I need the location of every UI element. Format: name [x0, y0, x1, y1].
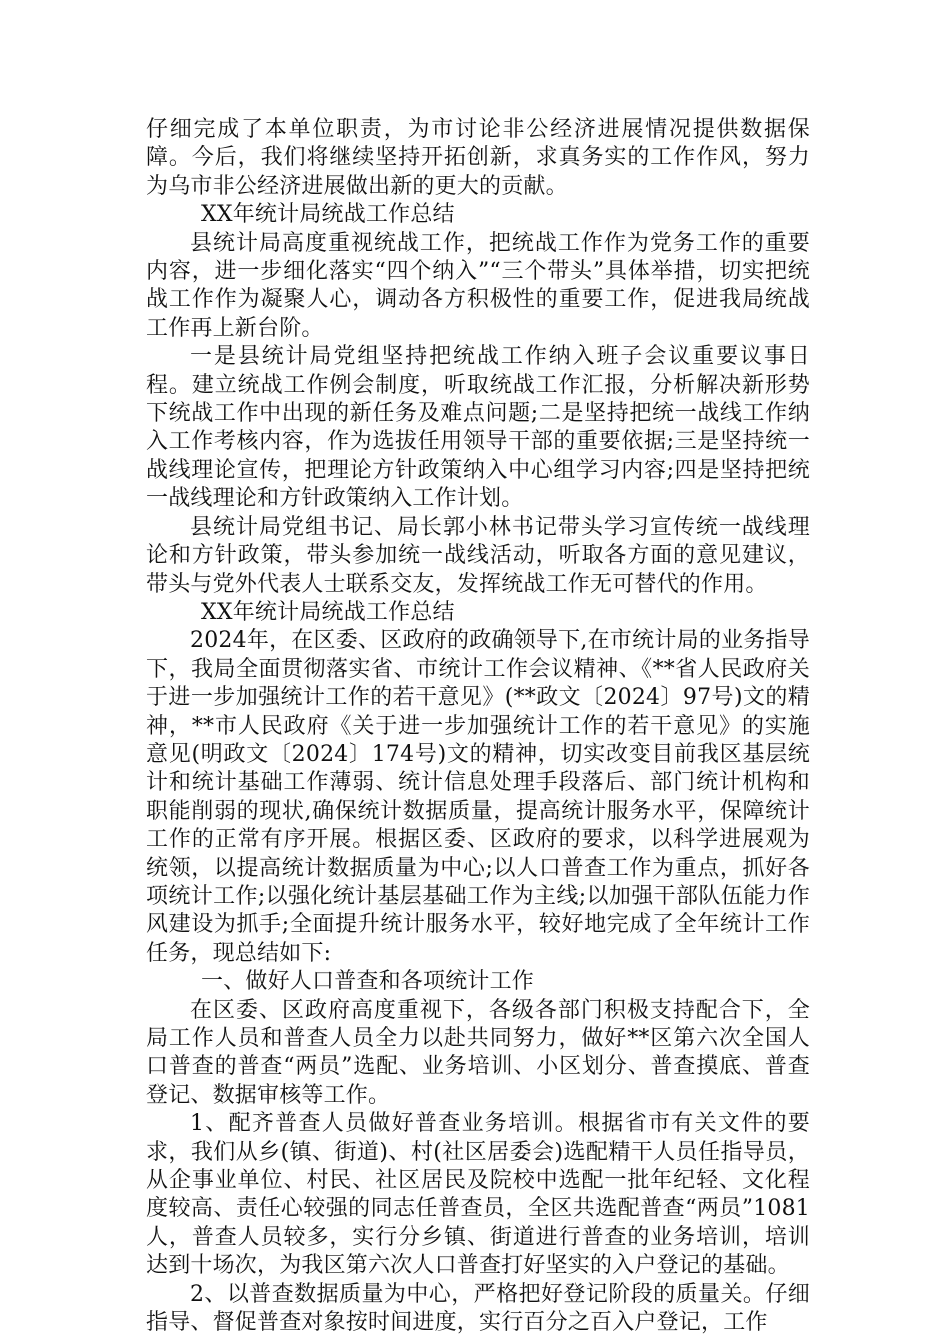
paragraph-leadership: 县统计局党组书记、局长郭小林书记带头学习宣传统一战线理论和方针政策，带头参加统一战线活动，听取各方面的意见建议，带头与党外代表人士联系交友，发挥统战工作无可替代的作用。	[146, 514, 810, 597]
paragraph-closing: 仔细完成了本单位职责，为市讨论非公经济进展情况提供数据保障。今后，我们将继续坚持开拓创新，求真务实的工作作风，努力为乌市非公经济进展做出新的更大的贡献。	[146, 117, 810, 199]
subsection-title-census: 一、做好人口普查和各项统计工作	[201, 969, 535, 995]
paragraph-intro: 县统计局高度重视统战工作，把统战工作作为党务工作的重要内容，进一步细化落实“四个纳入”“三个带头”具体举措，切实把统战工作作为凝聚人心，调动各方积极性的重要工作，促进我局统战工作再上新台阶。	[146, 230, 810, 341]
document-page	[146, 116, 810, 1337]
section-title-1: XX年统计局统战工作总结	[201, 202, 455, 228]
section-title-2: XX年统计局统战工作总结	[201, 599, 455, 625]
paragraph-summary-2024: 2024年，在区委、区政府的政确领导下,在市统计局的业务指导下，我局全面贯彻落实省、市统计工作会议精神、《**省人民政府关于进一步加强统计工作的若干意见》(**政文〔2024〕97号)文的精神，**市人民政府《关于进一步加强统计工作的若干意见》的实施意见(明政文〔2024〕174号)文的精神，切实改变目前我区基层统计和统计基础工作薄弱、统计信息处理手段落后、部门统计机构和职能削弱的现状,确保统计数据质量，提高统计服务水平，保障统计工作的正常有序开展。根据区委、区政府的要求，以科学进展观为统领，以提高统计数据质量为中心;以人口普查工作为重点，抓好各项统计工作;以强化统计基层基础工作为主线;以加强干部队伍能力作风建设为抓手;全面提升统计服务水平，较好地完成了全年统计工作任务，现总结如下:	[146, 628, 810, 966]
paragraph-measures: 一是县统计局党组坚持把统战工作纳入班子会议重要议事日程。建立统战工作例会制度，听取统战工作汇报，分析解决新形势下统战工作中出现的新任务及难点问题;二是坚持把统一战线工作纳入工作考核内容，作为选拔任用领导干部的重要依据;三是坚持统一战线理论宣传，把理论方针政策纳入中心组学习内容;四是坚持把统一战线理论和方针政策纳入工作计划。	[146, 344, 810, 512]
paragraph-census-overview: 在区委、区政府高度重视下，各级各部门积极支持配合下，全局工作人员和普查人员全力以赴共同努力，做好**区第六次全国人口普查的普查“两员”选配、业务培训、小区划分、普查摸底、普查登记、数据审核等工作。	[146, 997, 810, 1108]
paragraph-census-staff: 1、配齐普查人员做好普查业务培训。根据省市有关文件的要求，我们从乡(镇、街道)、村(社区居委会)选配精干人员任指导员，从企事业单位、村民、社区居民及院校中选配一批年纪轻、文化程度较高、责任心较强的同志任普查员，全区共选配普查“两员”1081人，普查人员较多，实行分乡镇、街道进行普查的业务培训，培训达到十场次，为我区第六次人口普查打好坚实的入户登记的基础。	[146, 1111, 810, 1279]
paragraph-census-quality: 2、以普查数据质量为中心，严格把好登记阶段的质量关。仔细指导、督促普查对象按时间进度，实行百分之百入户登记，工作	[146, 1281, 810, 1336]
